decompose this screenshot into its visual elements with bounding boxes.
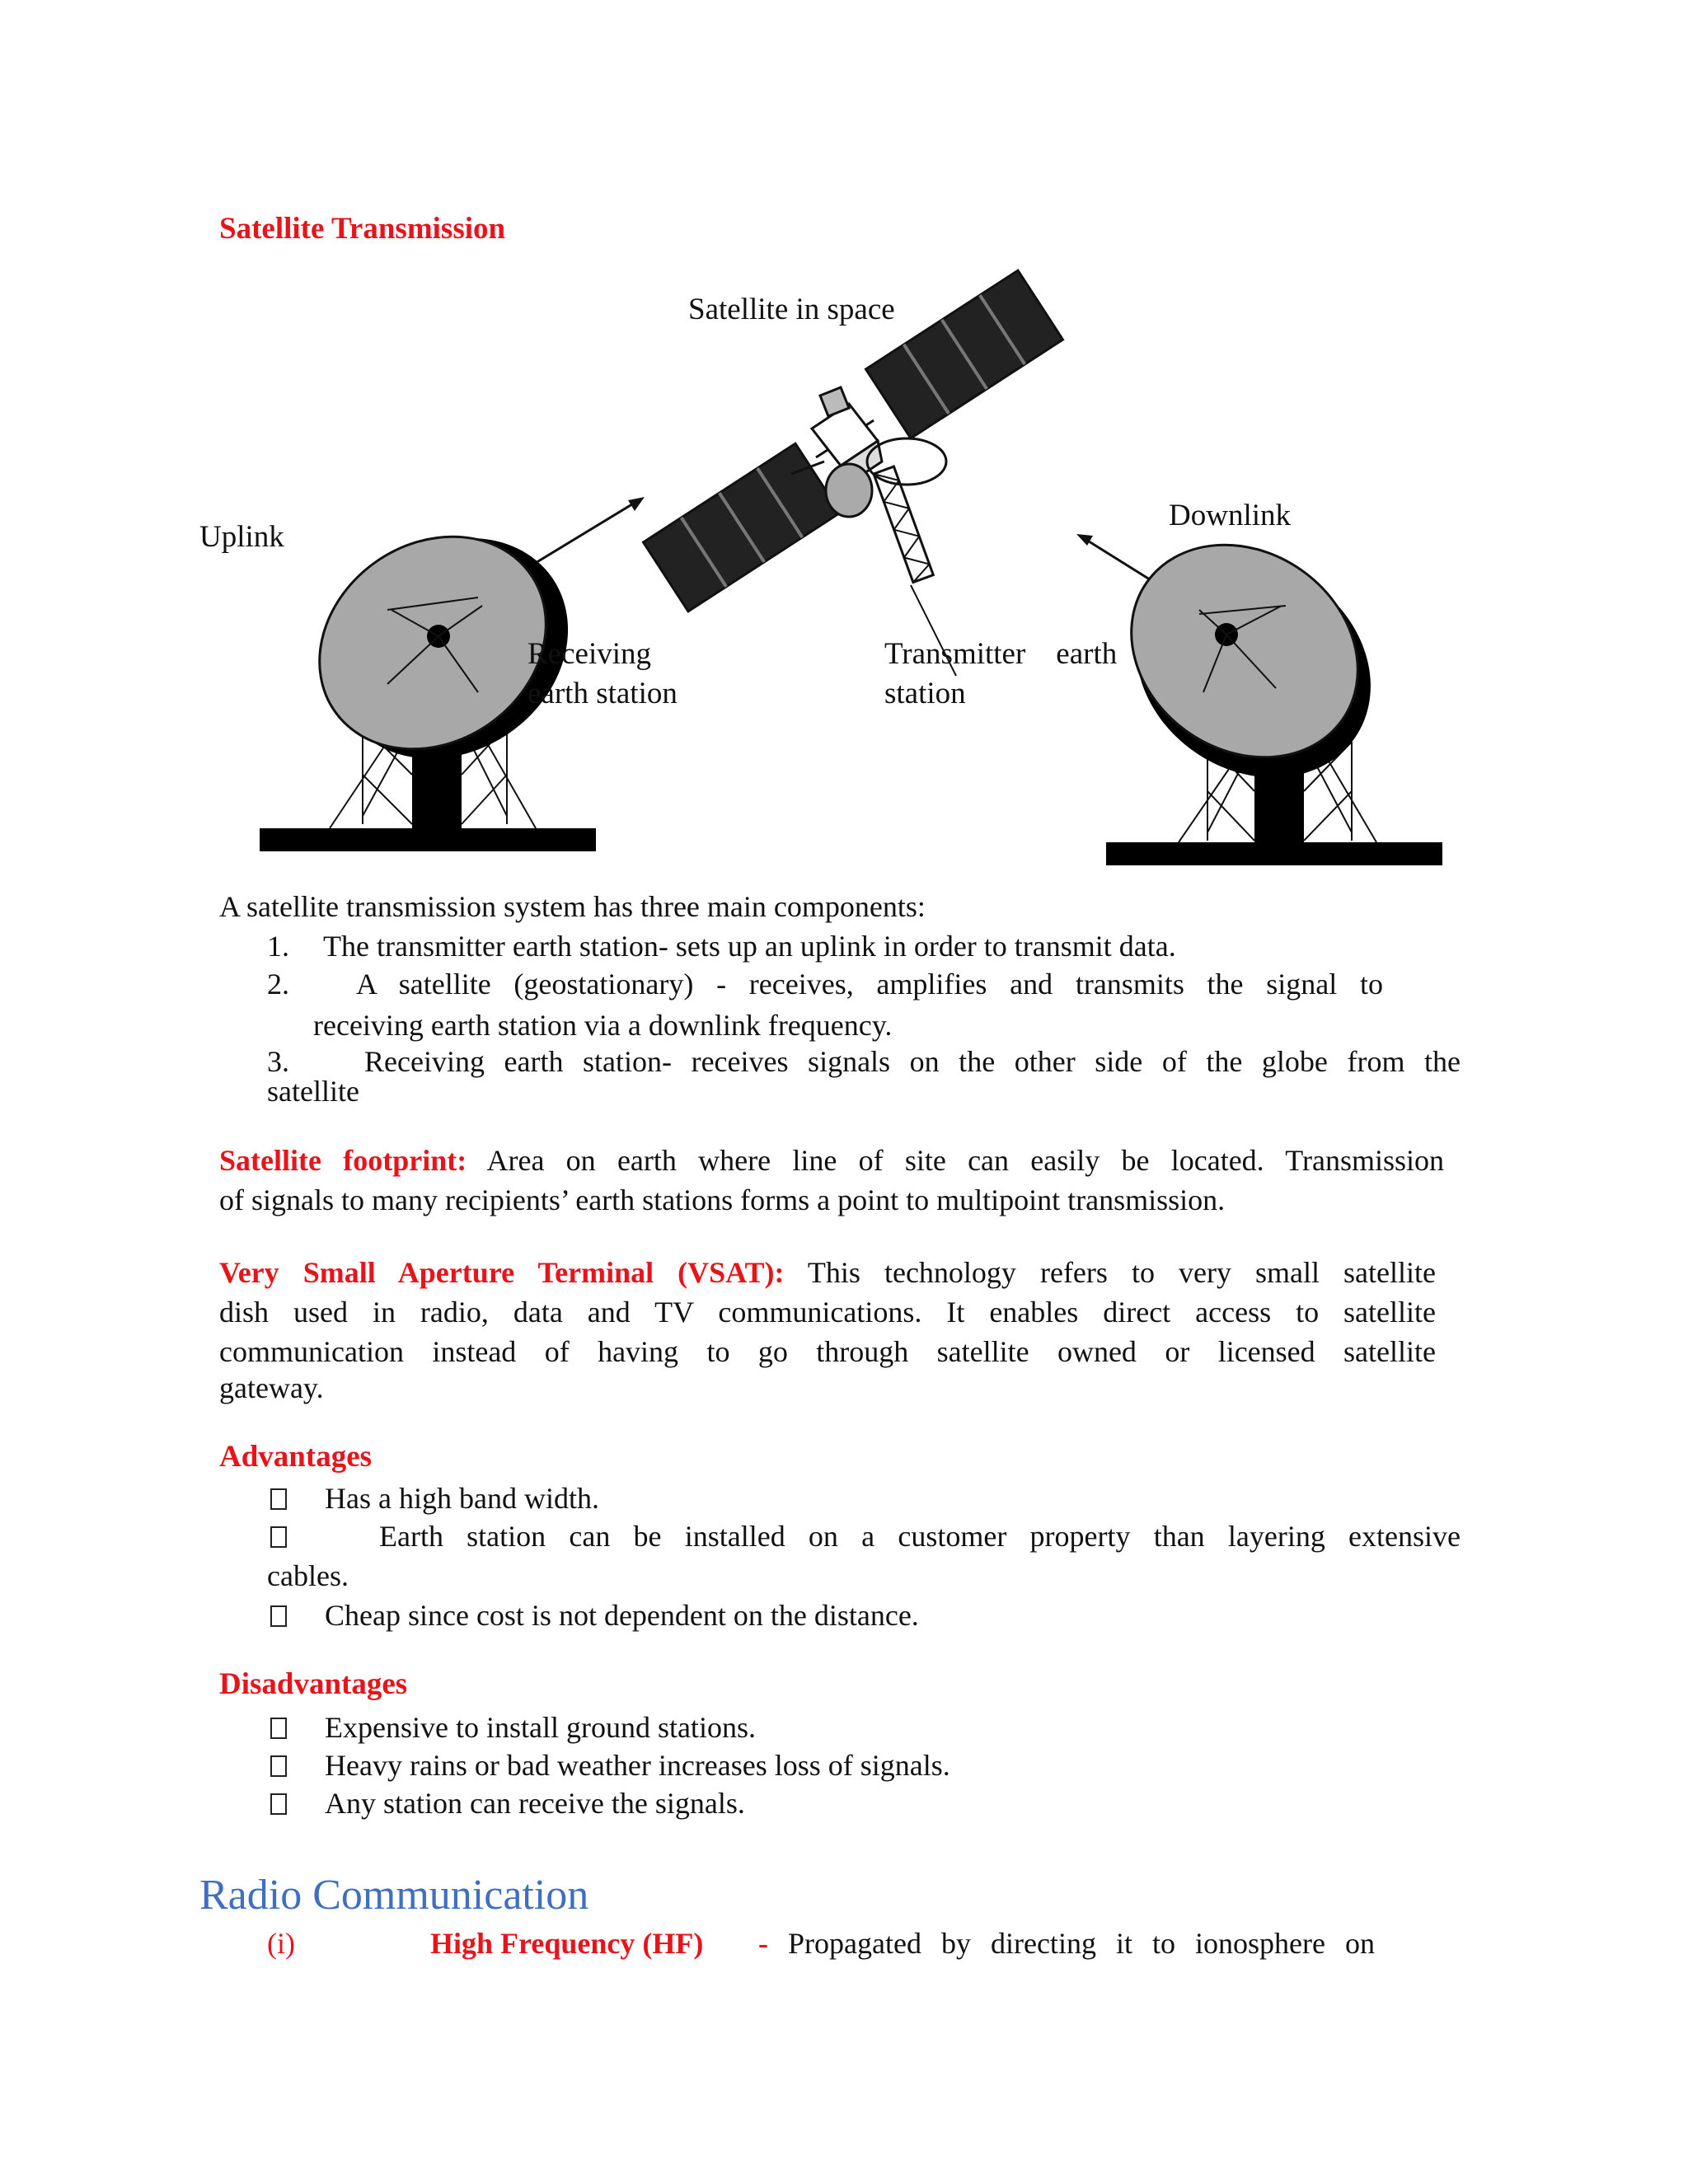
- disadvantage-item-2: Heavy rains or bad weather increases loss of signals.: [270, 1746, 950, 1785]
- disadvantages-heading: Disadvantages: [219, 1667, 408, 1701]
- component-2-continuation: receiving earth station via a downlink frequency.: [313, 1009, 893, 1042]
- radio-communication-heading: Radio Communication: [199, 1872, 589, 1919]
- advantage-item-2: Earth station can be installed on a customer property than layering extensive: [379, 1520, 1461, 1553]
- bullet-box-icon: [270, 1488, 287, 1510]
- uplink-label: Uplink: [199, 520, 284, 554]
- uplink-arrow: [523, 497, 645, 570]
- component-3-number: 3.: [267, 1045, 289, 1078]
- receiving-label-line2: earth station: [528, 677, 678, 710]
- component-3-text: Receiving earth station- receives signals on the other side of the globe from the: [364, 1045, 1461, 1078]
- components-intro: A satellite transmission system has three main components:: [219, 890, 926, 923]
- bullet-box-icon: [270, 1526, 287, 1548]
- component-2-text: A satellite (geostationary) - receives, amplifies and transmits the signal to: [356, 968, 1383, 1001]
- advantage-item-3: Cheap since cost is not dependent on the distance.: [270, 1596, 919, 1635]
- footprint-definition-line2: of signals to many recipients’ earth stations forms a point to multipoint transmission.: [219, 1183, 1226, 1216]
- vsat-definition-line2: dish used in radio, data and TV communications. It enables direct access to satellite: [219, 1296, 1436, 1329]
- vsat-definition-line4: gateway.: [219, 1371, 324, 1404]
- satellite-transmission-diagram: [0, 0, 1688, 907]
- radio-item-number: (i): [267, 1927, 295, 1960]
- vsat-paragraph-line1: [219, 1253, 1436, 1292]
- component-3-continuation: satellite: [267, 1075, 359, 1108]
- section-title: Satellite Transmission: [219, 212, 506, 246]
- bullet-box-icon: [270, 1793, 287, 1815]
- radio-item-dash: -: [758, 1927, 768, 1960]
- component-1-number: 1.: [267, 930, 289, 963]
- bullet-box-icon: [270, 1755, 287, 1777]
- transmitter-label-line2: station: [884, 677, 966, 710]
- receiving-label-line1: Receiving: [528, 637, 652, 671]
- footprint-term: Satellite footprint:: [219, 1144, 467, 1177]
- advantages-heading: Advantages: [219, 1440, 373, 1474]
- footprint-definition-line1: Area on earth where line of site can easily be located. Transmission: [486, 1144, 1445, 1177]
- bullet-box-icon: [270, 1718, 287, 1739]
- satellite-label: Satellite in space: [688, 293, 895, 326]
- footprint-paragraph-line1: [219, 1141, 1444, 1180]
- disadvantage-item-1: Expensive to install ground stations.: [270, 1708, 756, 1747]
- advantage-item-2-bullet: [270, 1516, 325, 1556]
- disadvantage-item-3: Any station can receive the signals.: [270, 1783, 745, 1823]
- advantage-item-1: Has a high band width.: [270, 1479, 599, 1518]
- downlink-label: Downlink: [1169, 499, 1291, 532]
- vsat-definition-line1: This technology refers to very small satellite: [807, 1256, 1437, 1289]
- radio-item-term: High Frequency (HF): [430, 1927, 704, 1960]
- radio-item-text: Propagated by directing it to ionosphere on: [788, 1927, 1375, 1960]
- transmitter-dish-illustration: [1083, 502, 1442, 865]
- vsat-definition-line3: communication instead of having to go through satellite owned or licensed satellite: [219, 1335, 1436, 1368]
- component-2-number: 2.: [267, 968, 289, 1001]
- satellite-illustration: [644, 270, 1063, 676]
- advantage-item-2-continuation: cables.: [267, 1559, 349, 1592]
- component-1-text: The transmitter earth station- sets up an uplink in order to transmit data.: [323, 930, 1176, 963]
- bullet-box-icon: [270, 1605, 287, 1627]
- transmitter-label-line1: Transmitter earth: [884, 637, 1118, 671]
- vsat-term: Very Small Aperture Terminal (VSAT):: [219, 1256, 785, 1289]
